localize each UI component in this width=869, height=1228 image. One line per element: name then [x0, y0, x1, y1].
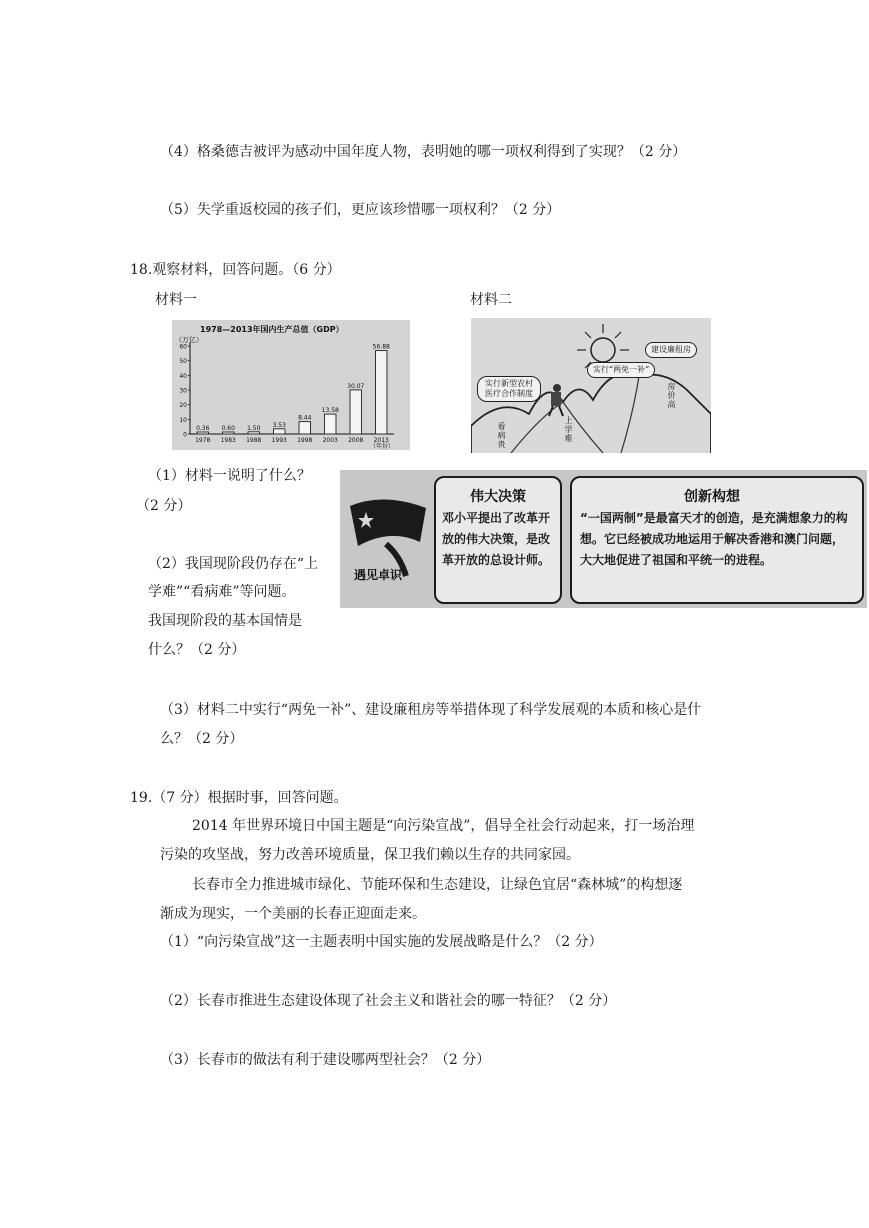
chart-bar	[350, 390, 361, 434]
chart-y-tick-label: 40	[179, 372, 187, 380]
chart-bar	[274, 429, 285, 434]
material1-label: 材料一	[155, 292, 197, 308]
chart-value-label: 30.07	[347, 382, 365, 390]
chart-bar	[299, 422, 310, 434]
q18-sub2-line2: 学难”“看病难”等问题。	[148, 584, 296, 600]
q19-sub2: （2）长春市推进生态建设体现了社会主义和谐社会的哪一特征？（2 分）	[160, 993, 617, 1009]
material2-cartoon	[471, 318, 711, 453]
box-innovative-idea-title: 创新构想	[684, 489, 740, 505]
chart-y-tick-label: 0	[183, 431, 187, 439]
q19-para2-line1: 长春市全力推进城市绿化、节能环保和生态建设，让绿色宜居“森林城”的构想逐	[192, 877, 683, 893]
label-high-housing-price: 房价高	[667, 382, 676, 409]
q17-item-4: （4）格桑德吉被评为感动中国年度人物，表明她的哪一项权利得到了实现？（2 分）	[160, 144, 687, 160]
chart-category-label: 1993	[271, 437, 287, 444]
chart-y-tick-label: 50	[179, 358, 187, 366]
label-medical-cost: 看病贵	[497, 422, 506, 449]
climber-figure-icon	[549, 384, 563, 416]
box-great-decision	[434, 476, 562, 604]
box-innovative-idea-text: “一国两制”是最富天才的创造，是充满想象力的构想。它已经被成功地运用于解决香港和澳门问题，大大地促进了祖国和平统一的进程。	[580, 511, 848, 567]
q19-para1-line2: 污染的攻坚战，努力改善环境质量，保卫我们赖以生存的共同家园。	[160, 847, 580, 863]
q18-sub1-line2: （2 分）	[136, 498, 192, 514]
q19-para1-line1: 2014 年世界环境日中国主题是“向污染宣战”，倡导全社会行动起来，打一场治理	[192, 818, 695, 834]
chart-bar	[325, 414, 336, 434]
chart-bar	[376, 351, 387, 434]
poster-flag-caption: 遇见卓识	[354, 568, 403, 582]
chart-xlabel: （年份）	[370, 443, 395, 450]
q18-sub3-line1: （3）材料二中实行“两免一补”、建设廉租房等举措体现了科学发展观的本质和核心是什	[160, 702, 702, 718]
chart-y-tick-label: 30	[179, 387, 187, 395]
chart-y-tick-label: 10	[179, 416, 187, 424]
chart-y-tick-label: 20	[179, 402, 187, 410]
q19-heading: 19.（7 分）根据时事，回答问题。	[130, 790, 348, 806]
chart-value-label: 1.50	[247, 424, 261, 432]
q18-heading: 18.观察材料，回答问题。（6 分）	[130, 262, 341, 278]
chart-value-label: 13.58	[321, 407, 339, 415]
deng-poster	[340, 470, 867, 608]
chart-category-label: 2008	[348, 437, 364, 444]
material2-label: 材料二	[470, 292, 512, 308]
box-innovative-idea	[570, 476, 864, 604]
chart-category-label: 1983	[220, 437, 236, 444]
chart-category-label: 2013	[373, 437, 389, 444]
chart-category-label: 2003	[322, 437, 338, 444]
gdp-chart	[172, 320, 410, 450]
q19-sub1: （1）“向污染宣战”这一主题表明中国实施的发展战略是什么？（2 分）	[160, 934, 603, 950]
q18-sub2-line4: 什么？（2 分）	[148, 642, 246, 658]
bubble-low-rent-housing: 建设廉租房	[645, 342, 697, 358]
gdp-chart-svg	[172, 320, 410, 450]
chart-value-label: 0.60	[221, 425, 235, 432]
chart-bar	[248, 432, 259, 434]
chart-y-tick-label: 60	[179, 343, 187, 351]
chart-title: 1978—2013年国内生产总值（GDP）	[200, 325, 344, 334]
chart-category-label: 1998	[297, 437, 313, 444]
chart-bar	[197, 432, 208, 434]
chart-value-label: 3.53	[272, 421, 286, 429]
bubble-rural-medical: 实行新型农村医疗合作制度	[477, 376, 541, 402]
chart-category-label: 1988	[246, 437, 262, 444]
chart-value-label: 0.36	[196, 425, 210, 432]
label-school-difficulty: 上学难	[564, 416, 573, 443]
q19-sub3: （3）长春市的做法有利于建设哪两型社会？（2 分）	[160, 1052, 491, 1068]
chart-ylabel: （万亿）	[175, 336, 203, 344]
bubble-two-exemptions: 实行“两免一补”	[587, 362, 655, 378]
q19-para2-line2: 渐成为现实，一个美丽的长春正迎面走来。	[160, 906, 426, 922]
q18-sub2-line3: 我国现阶段的基本国情是	[148, 613, 302, 629]
chart-value-label: 8.44	[298, 414, 312, 422]
chart-bar	[223, 432, 234, 434]
chart-category-label: 1978	[195, 437, 211, 444]
q18-sub2-line1: （2）我国现阶段仍存在“上	[148, 556, 319, 572]
chart-value-label: 56.88	[372, 343, 390, 351]
q18-sub1-line1: （1）材料一说明了什么？	[148, 468, 311, 484]
box-great-decision-text: 邓小平提出了改革开放的伟大决策，是改革开放的总设计师。	[442, 511, 551, 567]
q17-item-5: （5）失学重返校园的孩子们，更应该珍惜哪一项权利？（2 分）	[160, 202, 561, 218]
q18-sub3-line2: 么？（2 分）	[160, 731, 244, 747]
box-great-decision-title: 伟大决策	[470, 489, 526, 505]
